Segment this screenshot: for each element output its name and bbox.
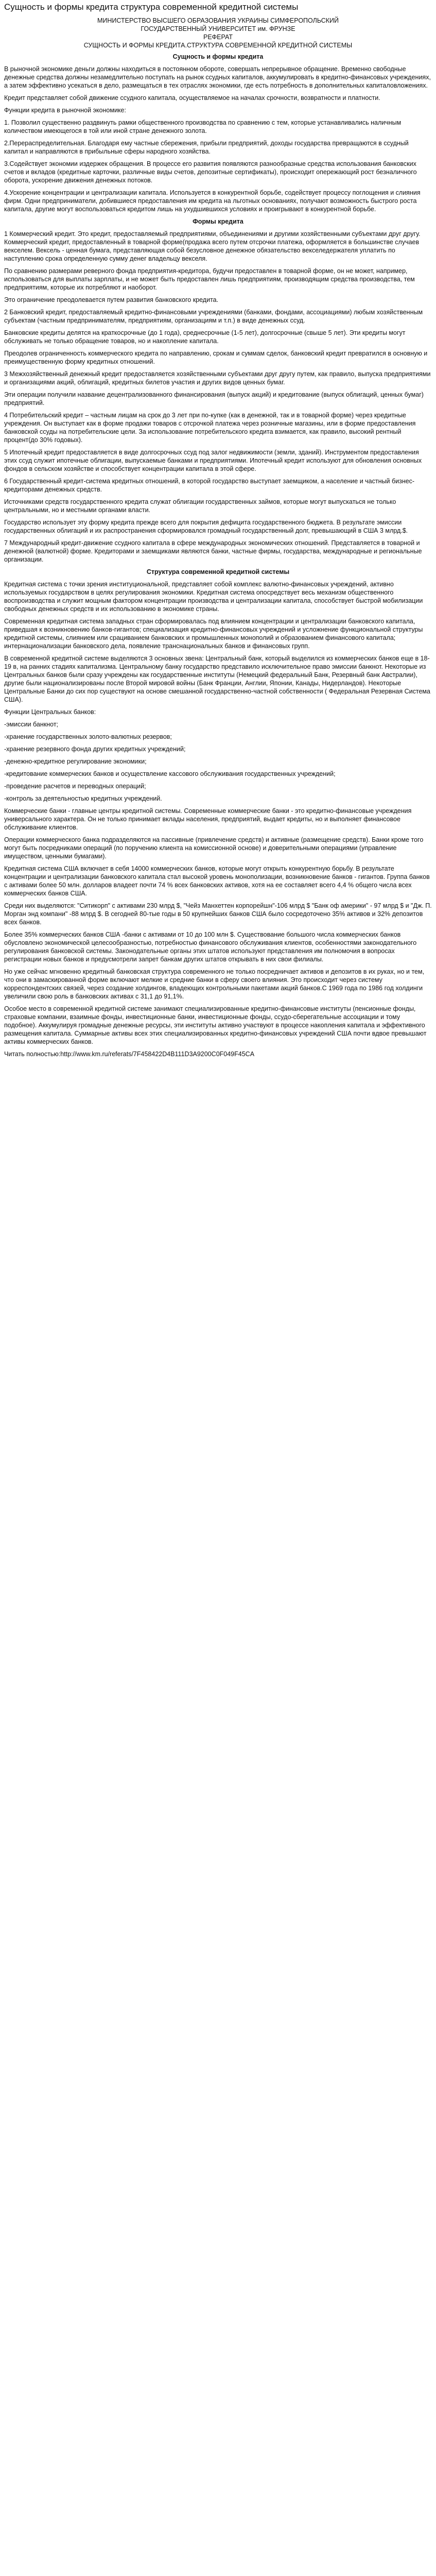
paragraph: Кредитная система США включает в себя 14000 коммерческих банков, которые могут открыть конкурентную борьбу. В результате концентрации и централизации банковского капитала стал высокой уровень монополизации, возникновение банков - гигантов. Группа банков с активами более 50 млн. долларов владеет почти 74 % всех банковских активов, хотя на ее составляет всего 4,4 % общего числа всех коммерческих банков США. [4,865,430,897]
paragraph: Преодолев ограниченность коммерческого кредита по направлению, срокам и суммам сделок, банковский кредит превратился в основную и преимущественную форму кредитных отношений. [4,350,428,365]
paragraph: Операции коммерческого банка подразделяются на пассивные (привлечение средств) и активные (размещение средств). Банки кроме того могут быть посредниками операций (по поручению клиента на комиссионной основе) и доверительными операциями (управление имуществом, ценными бумагами). [4,836,424,860]
paragraph: -проведение расчетов и переводных операций; [4,783,146,790]
paragraph: Кредит представляет собой движение ссудного капитала, осуществляемое на началах срочности, возвратности и платности. [4,94,380,101]
paragraph: -эмиссии банкнот; [4,721,59,728]
paragraph: 4.Ускорение концентрации и централизации капитала. Используется в конкурентной борьбе, содействует процессу поглощения и слияния фирм. Одни предприниматели, добившиеся предоставления им кредита на льготных основаниях, получают возможность быстрого роста капитала, другие могут воспользоваться кредитом лишь на ухудшившихся условиях и проигрывают в конкурентной борьбе. [4,189,421,213]
section-credit-essence [4,65,432,213]
paragraph: В рыночной экономике деньги должны находиться в постоянном оборотe, совершать непрерывное обращение. Временно свободные денежные средства должны незамедлительно поступать на рынок ссудных капиталов, аккумулировать в кредитно-финансовых учреждениях, а затем эффективно усекаться в дело, размещаться в тех отраслях экономики, где есть потребность в дополнительных капиталовложениях. [4,65,431,89]
paragraph: Источниками средств государственного кредита служат облигации государственных займов, которые могут выпускаться не только центральными, но и местными органами власти. [4,498,396,514]
section-heading-credit-system: Структура современной кредитной системы [146,568,290,575]
paragraph: -денежно-кредитное регулирование экономики; [4,758,147,765]
paragraph: Особое место в современной кредитной системе занимают специализированные кредитно-финансовые институты (пенсионные фонды, страховые компании, взаимные фонды, инвестиционные банки, инвестиционные фонды, ссудо-сберегательные ассоциации и тому подобное). Аккумулируя громадные денежные ресурсы, эти институты активно участвуют в процессе накопления капитала и эффективного размещения капитала. Суммарные активы всех этих специализированных кредитно-финансовых учреждений США почти вдвое превышают активы коммерческих банков. [4,1005,427,1045]
report-topic-line: СУЩНОСТЬ И ФОРМЫ КРЕДИТА.СТРУКТУРА СОВРЕМЕННОЙ КРЕДИТНОЙ СИСТЕМЫ [83,42,353,49]
paragraph: Государство использует эту форму кредита прежде всего для покрытия дефицита государственного бюджета. В результате эмиссии государственных облигаций и их распространения сформировался громадный государственный долг, превышающий в США 3 млрд.$. [4,519,408,534]
paragraph: -кредитование коммерческих банков и осуществление кассового обслуживания государственных учреждений; [4,770,336,777]
paragraph: Эти операции получили название децентрализованного финансирования (выпуск акций) и кредитование (выпуск облигаций, ценных бумаг) предприятий. [4,391,424,406]
paragraph: 3 Межхозяйственный денежный кредит предоставляется хозяйственными субъектами друг другу путем, как правило, выпуска предприятиями и организациями акций, облигаций, кредитных билетов участия и других видов ценных бумаг. [4,370,431,386]
paragraph: 3.Содействует экономии издержек обращения. В процессе его развития появляются разнообразные средства использования банковских счетов и вкладов (кредитные карточки, различные виды счетов, депозитные сертификаты), происходит опережающий рост безналичного оборота, ускорение движения денежных потоков. [4,160,417,184]
source-link[interactable]: Читать полностью:http://www.km.ru/referats/7F458422D4B111D3A9200C0F049F45CA [4,1050,255,1058]
paragraph: 1 Коммерческий кредит. Это кредит, предоставляемый предприятиями, объединениями и другими хозяйственными субъектами друг другу. Коммерческий кредит, предоставленный в товарной форме(продажа всего путем отсрочки платежа, оформляется в большинстве случаев векселем. Вексель - ценная бумага, представляющая собой безусловное денежное обязательство векселедержателя уплатить по наступлению срока определенную сумму денег владельцу векселя. [4,230,421,262]
paragraph: Функции кредита в рыночной экономике: [4,107,126,114]
section-credit-forms [4,230,432,564]
paragraph: Но уже сейчас мгновенно кредитный банковская структура современного не только посредничает активов и депозитов в их руках, но и тем, что они в замаскированной форме включают мелкие и средние банки в сферу своего влияния. Это происходит через систему корреспондентских связей, через создание холдингов, владеющих контрольными пакетами акций банков.С 1969 года по 1986 год холдинги увеличили свою роль в банковских активах с 31,1 до 91,1%. [4,968,425,1000]
section-heading-credit-forms: Формы кредита [193,218,243,225]
ministry-line: МИНИСТЕРСТВО ВЫСШЕГО ОБРАЗОВАНИЯ УКРАИНЫ СИМФЕРОПОЛЬСКИЙ [97,17,339,24]
paragraph: Современная кредитная система западных стран сформировалась под влиянием концентрации и централизации банковского капитала, приведшая к возникновению банков-гигантов; специализация кредитно-финансовых учреждений и усложнение функциональной структуры кредитной системы, слиянием или срациванием банковских и промышленных монополий и образованием финансового капитала; интернационализации банковского дела, появление транснациональных банков и финансовых групп. [4,618,423,650]
title-block [4,16,432,49]
university-line: ГОСУДАРСТВЕННЫЙ УНИВЕРСИТЕТ им. ФРУНЗЕ [141,25,295,32]
paragraph: 7 Международный кредит-движение ссудного капитала в сфере международных экономических отношений. Представляется в товарной и денежной (валютной) форме. Кредиторами и заемщиками являются банки, частные фирмы, государства, международные и региональные организации. [4,539,422,563]
paragraph: Коммерческие банки - главные центры кредитной системы. Современные коммерческие банки - это кредитно-финансовые учреждения универсального характера. Он не только принимает вклады населения, предприятий, выдает кредиты, но и выполняет финансовое обслуживание клиентов. [4,807,412,831]
paragraph: 1. Позволил существенно раздвинуть рамки общественного производства по сравнению с тем, которые устанавливались наличным количеством имеющегося в той или иной стране денежного золота. [4,119,402,134]
document-title: Сущность и формы кредита структура современной кредитной системы [4,2,299,12]
paragraph: -контроль за деятельностью кредитных учреждений. [4,795,162,802]
report-type-line: РЕФЕРАТ [203,33,233,41]
paragraph: Функции Центральных банков: [4,708,96,716]
read-full-link[interactable] [4,1050,432,1058]
paragraph: -хранение резервного фонда других кредитных учреждений; [4,745,186,753]
paragraph: По сравнению размерами реверного фонда предприятия-кредитора, будучи предоставлен в товарной форме, он не может, например, использоваться для выплаты зарплаты, и не может быть предоставлен лишь предприятиям, производящим средства производства, тем предприятиям, которые их потребляют и наоборот. [4,267,415,291]
paragraph: 2 Банковский кредит, предоставляемый кредитно-финансовыми учреждениями (банками, фондами, ассоциациями) любым хозяйственным субъектам (частным предпринимателям, предприятиям, организациям и т.п.) в виде денежных ссуд. [4,309,423,324]
section-credit-system [4,580,432,1046]
paragraph: 2.Перераспределительная. Благодаря ему частные сбережения, прибыли предприятий, доходы государства превращаются в ссудный капитал и направляются в прибыльные сферы народного хозяйства. [4,140,409,155]
document-page [0,0,436,1071]
paragraph: Банковские кредиты делятся на краткосрочные (до 1 года), среднесрочные (1-5 лет), долгосрочные (свыше 5 лет). Эти кредиты могут обслуживать не только обращение товаров, но и накопление капитала. [4,329,406,345]
paragraph: 6 Государственный кредит-система кредитных отношений, в которой государство выступает заемщиком, а население и частный бизнес-кредиторами денежных средств. [4,478,415,493]
paragraph: -хранение государственных золото-валютных резервов; [4,733,172,740]
paragraph: Это ограничение преодолевается путем развития банковского кредита. [4,296,219,303]
paragraph: В современной кредитной системе выделяются 3 основных звена: Центральный банк, который выделился из коммерческих банков еще в 18-19 в, на ранних стадиях капитализма. Центральному банку государство представило исключительное право эмиссии банкнот. Некоторые из Центральных банков были сразу учреждены как государственные институты (Немецкий федеральный Банк, Резервный банк Австралии), другие были национализированы после Второй мировой войны (Банк Франции, Англии, Японии, Канады, Нидерландов). Некоторые Центральные Банки до сих пор существуют на основе смешанной государственно-частной собственности ( Федеральная Резервная Система США). [4,655,430,703]
paragraph: 5 Ипотечный кредит предоставляется в виде долгосрочных ссуд под залог недвижимости (земли, зданий). Инструментом предоставления этих ссуд служит ипотечные облигации, выпускаемые банками и предприятиями. Ипотечный кредит используют для обновления основных фондов в сельском хозяйстве и способствует концентрации капитала в этой сфере. [4,449,422,472]
paragraph: Среди них выделяются: "Ситикорп" с активами 230 млрд $, "Чейз Манхеттен корпорейшн"-106 млрд $ "Банк оф америки" - 97 млрд $ и "Дж. П. Морган энд компани" -88 млрд $. В сегодней 80-тые годы в 50 крупнейших банков США было сосредоточено 35% активов и 32% депозитов всех банков. [4,902,432,926]
paragraph: Более 35% коммерческих банков США -банки с активами от 10 до 100 млн $. Существование большого числа коммерческих банков обусловлено экономической целесообразностью, потребностью финансового обслуживания клиентов, особенностями законодательного регулирования банковской системы. Законодательные органы этих штатов используют представления им полномочия в вопросах регистрации новых банков и предусмотрели запрет банкам других штатов открывать в них свои филиалы. [4,931,417,963]
paragraph: Кредитная система с точки зрения институциональной, представляет собой комплекс валютно-финансовых учреждений, активно используемых государством в целях регулирования экономики. Кредитная система опосредствует весь механизм общественного воспроизводства и служит мощным фактором концентрации производства и централизации капитала, способствует быстрой мобилизации свободных денежных средств и их использованию в экономике страны. [4,581,423,613]
section-heading-credit-essence: Сущность и формы кредита [172,53,264,60]
paragraph: 4 Потребительский кредит – частным лицам на срок до 3 лет при по-купке (как в денежной, так и в товарной форме) через кредитные учреждения. Он выступает как в форме продажи товаров с отсрочкой платежа через розничные магазины, или в форме предоставления банковской ссуды на потребительские цели. За использование потребительского кредита взимается, как правило, высокий рентный процент(до 30% годовых). [4,412,416,444]
